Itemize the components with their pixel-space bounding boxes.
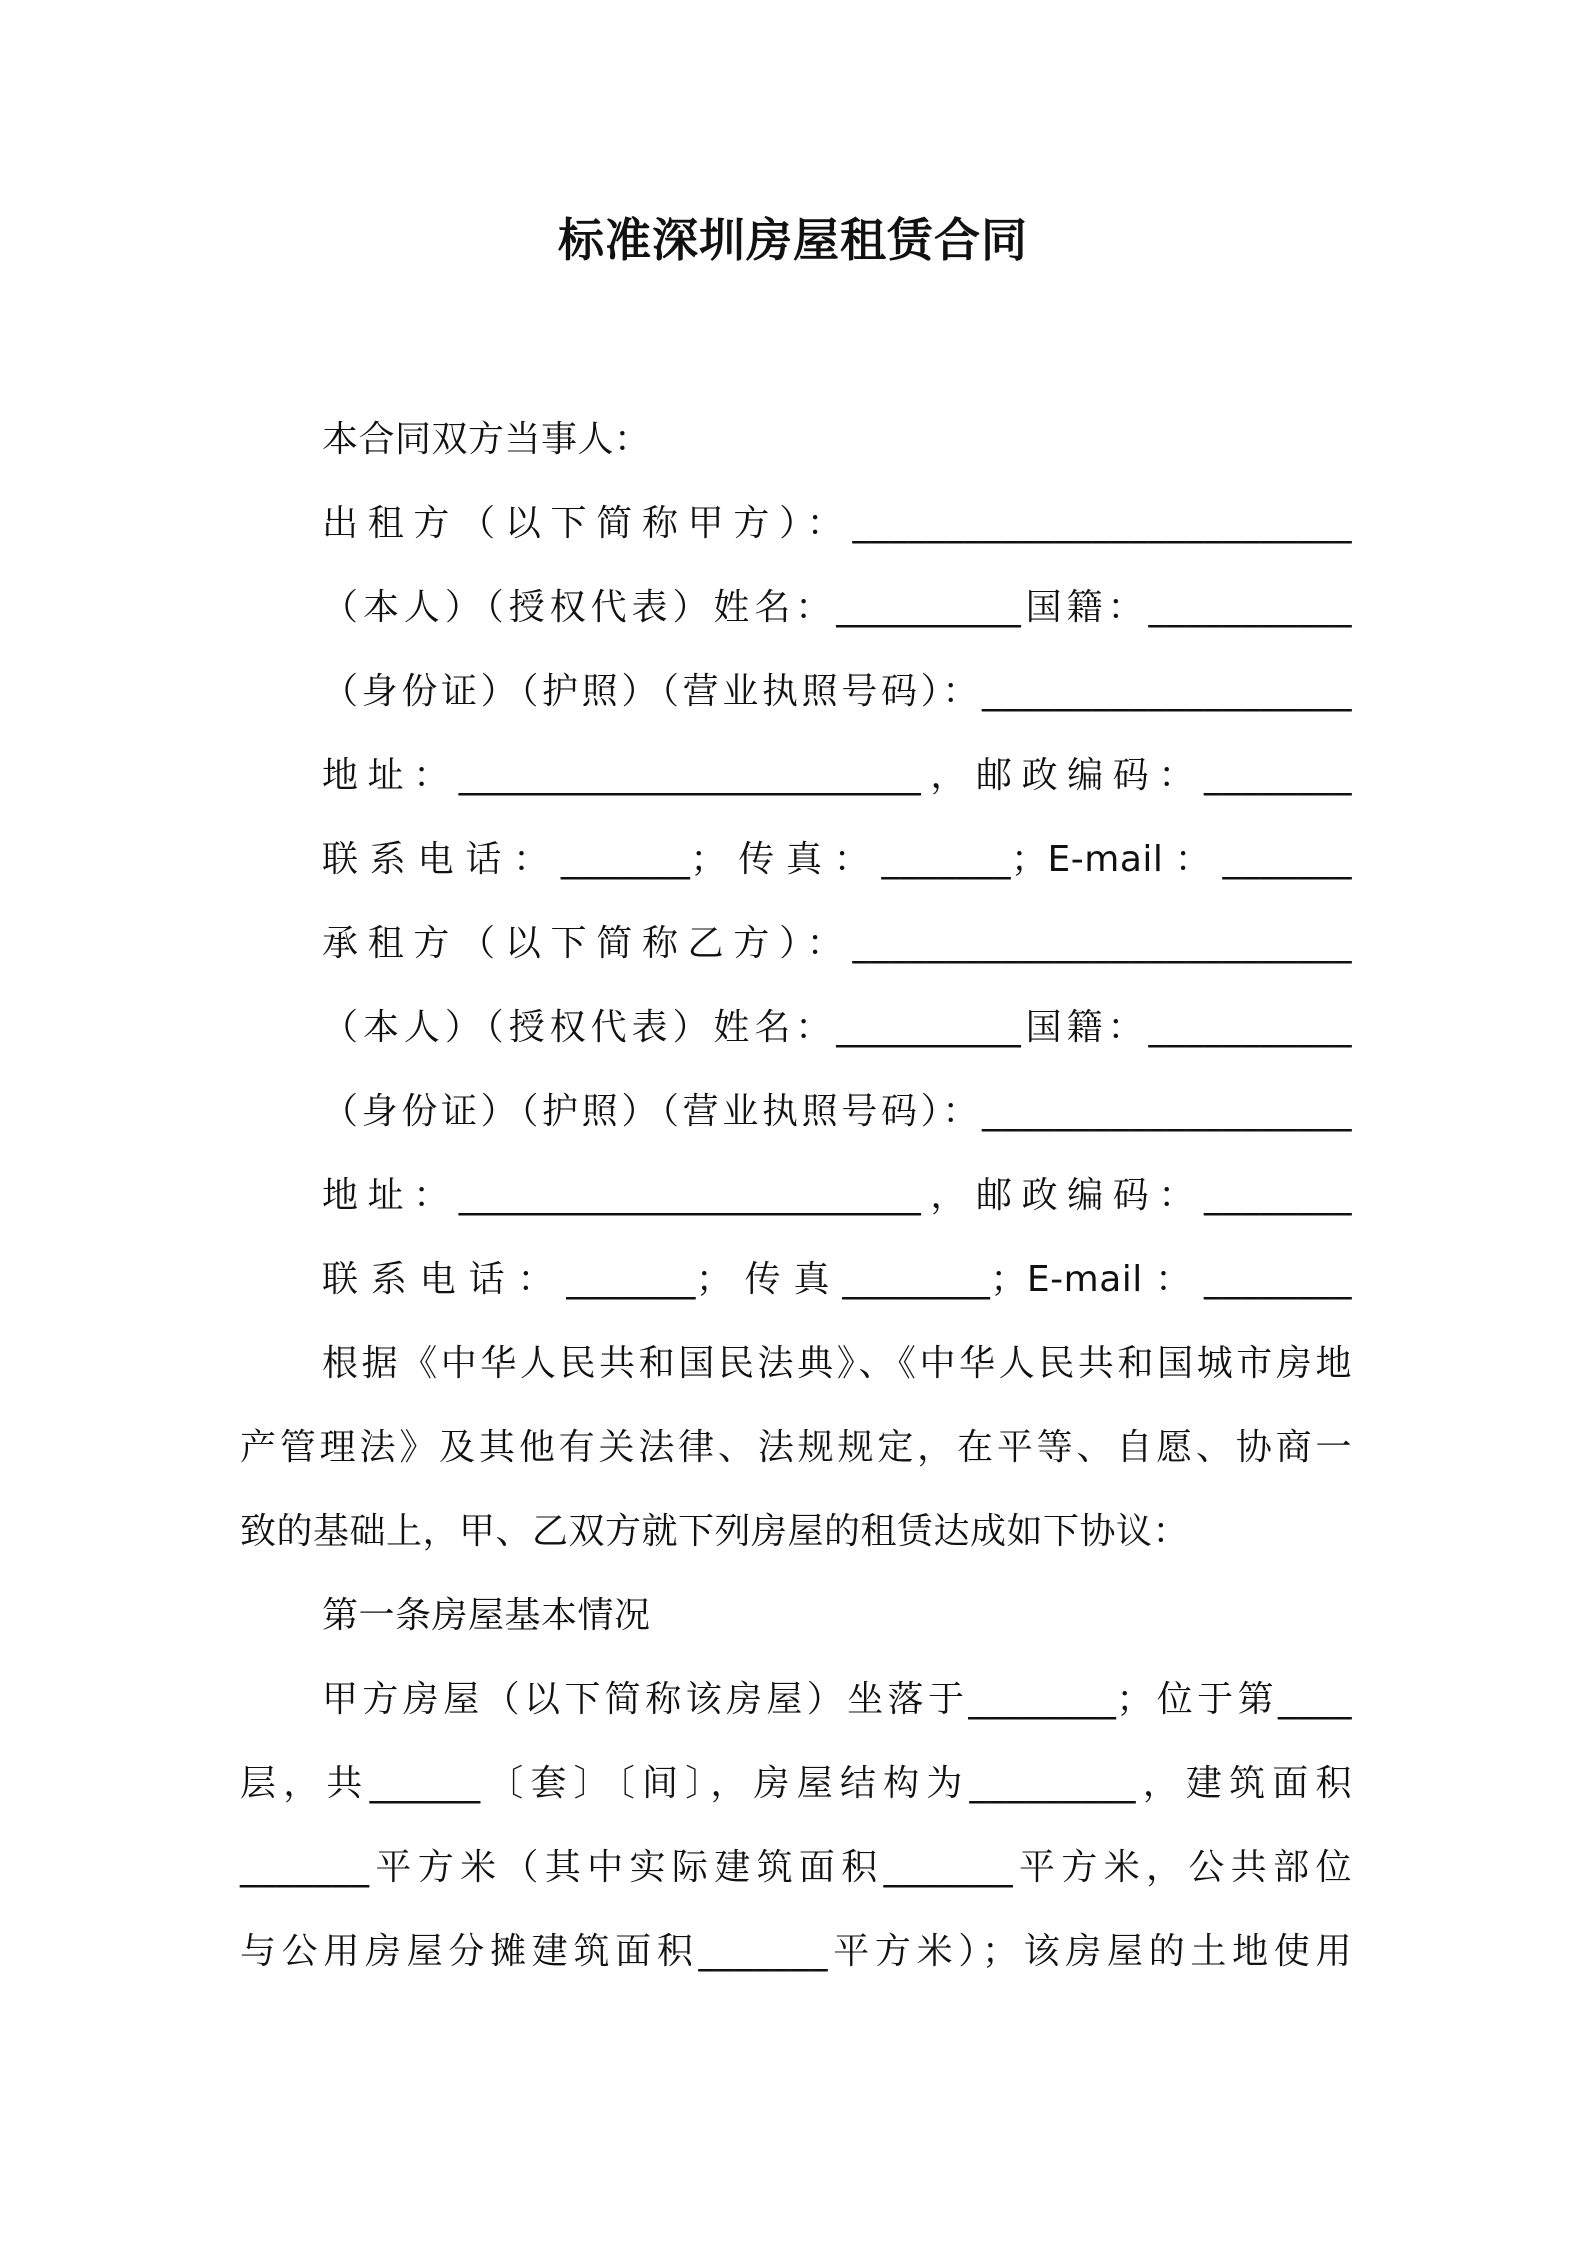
preamble-line-3: 致的基础上，甲、乙双方就下列房屋的租赁达成如下协议： [240, 1511, 1190, 1552]
lessee-representative-line: （本人）（授权代表）姓名：__________国籍：___________ [322, 1007, 1352, 1048]
preamble-line-2: 产管理法》及其他有关法律、法规规定，在平等、自愿、协商一 [240, 1427, 1352, 1468]
article-1-line-2: 层，共______〔套〕〔间〕，房屋结构为_________，建筑面积 [240, 1763, 1352, 1804]
lessee-contact-line: 联系电话：_______；传真________；E-mail：________ [322, 1259, 1352, 1300]
article-1-line-1: 甲方房屋（以下简称该房屋）坐落于________；位于第____ [322, 1679, 1352, 1720]
lessor-address-line: 地址：_________________________，邮政编码：________ [322, 755, 1352, 796]
lessor-name-line: 出租方（以下简称甲方）：___________________________ [322, 503, 1352, 544]
lessor-representative-line: （本人）（授权代表）姓名：__________国籍：___________ [322, 587, 1352, 628]
parties-heading: 本合同双方当事人： [322, 419, 651, 460]
lessee-address-line: 地址：_________________________，邮政编码：________ [322, 1175, 1352, 1216]
lessor-id-line: （身份证）（护照）（营业执照号码）：____________________ [322, 671, 1352, 712]
lessor-contact-line: 联系电话：_______；传真：_______；E-mail：_______ [322, 839, 1352, 880]
document-title: 标准深圳房屋租赁合同 [558, 213, 1028, 267]
article-1-line-3: _______平方米（其中实际建筑面积_______平方米，公共部位 [240, 1847, 1352, 1888]
article-1-line-4: 与公用房屋分摊建筑面积_______平方米）；该房屋的土地使用 [240, 1931, 1352, 1972]
lessee-id-line: （身份证）（护照）（营业执照号码）：____________________ [322, 1091, 1352, 1132]
article-1-heading: 第一条房屋基本情况 [322, 1595, 651, 1636]
lessee-name-line: 承租方（以下简称乙方）：___________________________ [322, 923, 1352, 964]
preamble-line-1: 根据《中华人民共和国民法典》、《中华人民共和国城市房地 [322, 1343, 1352, 1384]
